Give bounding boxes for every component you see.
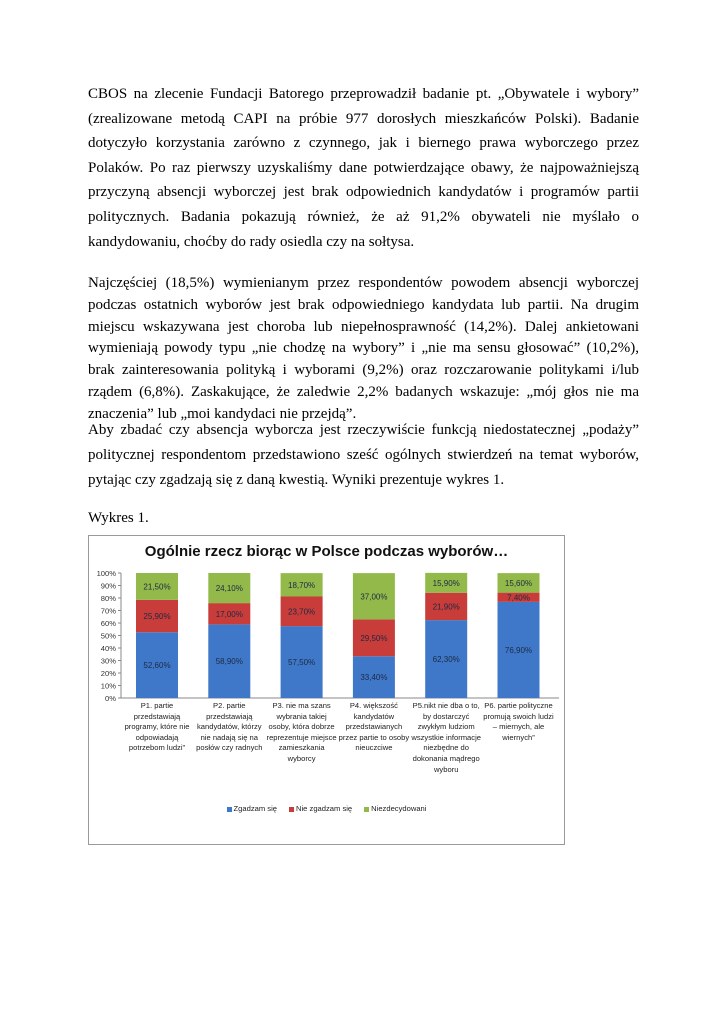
data-label: 23,70%: [288, 607, 316, 617]
data-label: 17,00%: [215, 609, 243, 619]
x-tick-label: P1. partie przedstawiają programy, które nie odpowiadają potrzebom ludzi”: [124, 701, 190, 753]
absence-reasons-paragraph: Najczęściej (18,5%) wymienianym przez respondentów powodem absencji wyborczej podczas ostatnich wyborów jest brak odpowiedniego kandydata lub partii. Na drugim miejscu wskazywana jest choroba lub niepełnosprawność (14,2%). Dalej ankietowani wymieniają powody typu „nie chodzę na wybory” i „nie ma sensu głosować” (10,2%), brak zainteresowania polityką i wyborami (9,2%) oraz rozczarowanie politykami i/lub rządem (6,8%). Zaskakujące, że zaledwie 2,2% badanych wskazuje: „mój głos nie ma znaczenia” lub „moi kandydaci nie przejdą”.: [88, 275, 639, 422]
data-label: 25,90%: [143, 612, 171, 622]
y-tick-label: 50%: [100, 631, 116, 641]
data-label: 18,70%: [288, 580, 316, 590]
x-tick-label: P6. partie polityczne promują swoich ludzi – miernych, ale wiernych”: [483, 701, 554, 742]
data-label: 24,10%: [215, 584, 243, 594]
data-label: 57,50%: [288, 658, 316, 668]
data-label: 7,40%: [507, 593, 530, 603]
y-tick-label: 90%: [100, 581, 116, 591]
intro-paragraph: CBOS na zlecenie Fundacji Batorego przeprowadził badanie pt. „Obywatele i wybory” (zrealizowane metodą CAPI na próbie 977 dorosłych mieszkańców Polski). Badanie dotyczyło korzystania zarówno z czynnego, jak i biernego prawa wyborczego przez Polaków. Po raz pierwszy uzyskaliśmy dane potwierdzające obawy, że najpoważniejszą przyczyną absencji wyborczej jest brak odpowiednich kandydatów i programów partii politycznych. Badania pokazują również, że aż 91,2% obywateli nie myślało o kandydowaniu, choćby do rady osiedla czy na sołtysa.: [88, 86, 639, 250]
x-tick-label: P4. większość kandydatów przedstawianych przez partie to osoby nieuczciwe: [338, 701, 410, 753]
legend-swatch: [364, 807, 369, 812]
legend-item: [227, 804, 277, 813]
data-label: 15,90%: [432, 578, 460, 588]
data-label: 37,00%: [360, 592, 388, 602]
legend-item: [364, 804, 426, 813]
chart-plot: [89, 536, 566, 846]
legend-label: Niezdecydowani: [371, 804, 427, 813]
y-tick-label: 80%: [100, 593, 116, 603]
y-tick-label: 60%: [100, 618, 116, 628]
data-label: 62,30%: [432, 655, 460, 665]
chart-caption: Wykres 1.: [88, 510, 149, 526]
chart-title: Ogólnie rzecz biorąc w Polsce podczas wyborów…: [144, 543, 509, 560]
survey-method-paragraph: Aby zbadać czy absencja wyborcza jest rzeczywiście funkcją niedostatecznej „podaży” politycznej respondentom przedstawiono sześć ogólnych stwierdzeń na temat wyborów, pytając czy zgadzają się z daną kwestią. Wyniki prezentuje wykres 1.: [88, 422, 639, 488]
legend: [89, 804, 564, 813]
x-tick-label: P5.nikt nie dba o to, by dostarczyć zwykłym ludziom wszystkie informacje niezbędne do dokonania mądrego wyboru: [411, 701, 481, 774]
y-tick-label: 100%: [96, 568, 116, 578]
data-label: 58,90%: [215, 657, 243, 667]
legend-label: Nie zgadzam się: [296, 804, 353, 813]
x-tick-label: P2. partie przedstawiają kandydatów, którzy nie nadają się na posłów czy radnych: [196, 701, 263, 753]
y-tick-label: 70%: [100, 606, 116, 616]
legend-item: [289, 804, 352, 813]
legend-swatch: [227, 807, 232, 812]
data-label: 21,50%: [143, 582, 171, 592]
stacked-bar-chart: [88, 535, 565, 845]
y-tick-label: 40%: [100, 643, 116, 653]
legend-swatch: [289, 807, 294, 812]
data-label: 15,60%: [504, 578, 533, 588]
y-tick-label: 0%: [105, 693, 116, 703]
data-label: 52,60%: [143, 661, 171, 671]
y-tick-label: 10%: [100, 681, 116, 691]
data-label: 21,90%: [432, 602, 460, 612]
legend-label: Zgadzam się: [233, 804, 278, 813]
y-tick-label: 20%: [100, 668, 116, 678]
x-tick-label: P3. nie ma szans wybrania takiej osoby, która dobrze reprezentuje miejsce zamieszkania wyborcy: [266, 701, 337, 763]
y-tick-label: 30%: [100, 656, 116, 666]
data-label: 29,50%: [360, 633, 388, 643]
data-label: 76,90%: [504, 645, 533, 655]
data-label: 33,40%: [360, 673, 388, 683]
